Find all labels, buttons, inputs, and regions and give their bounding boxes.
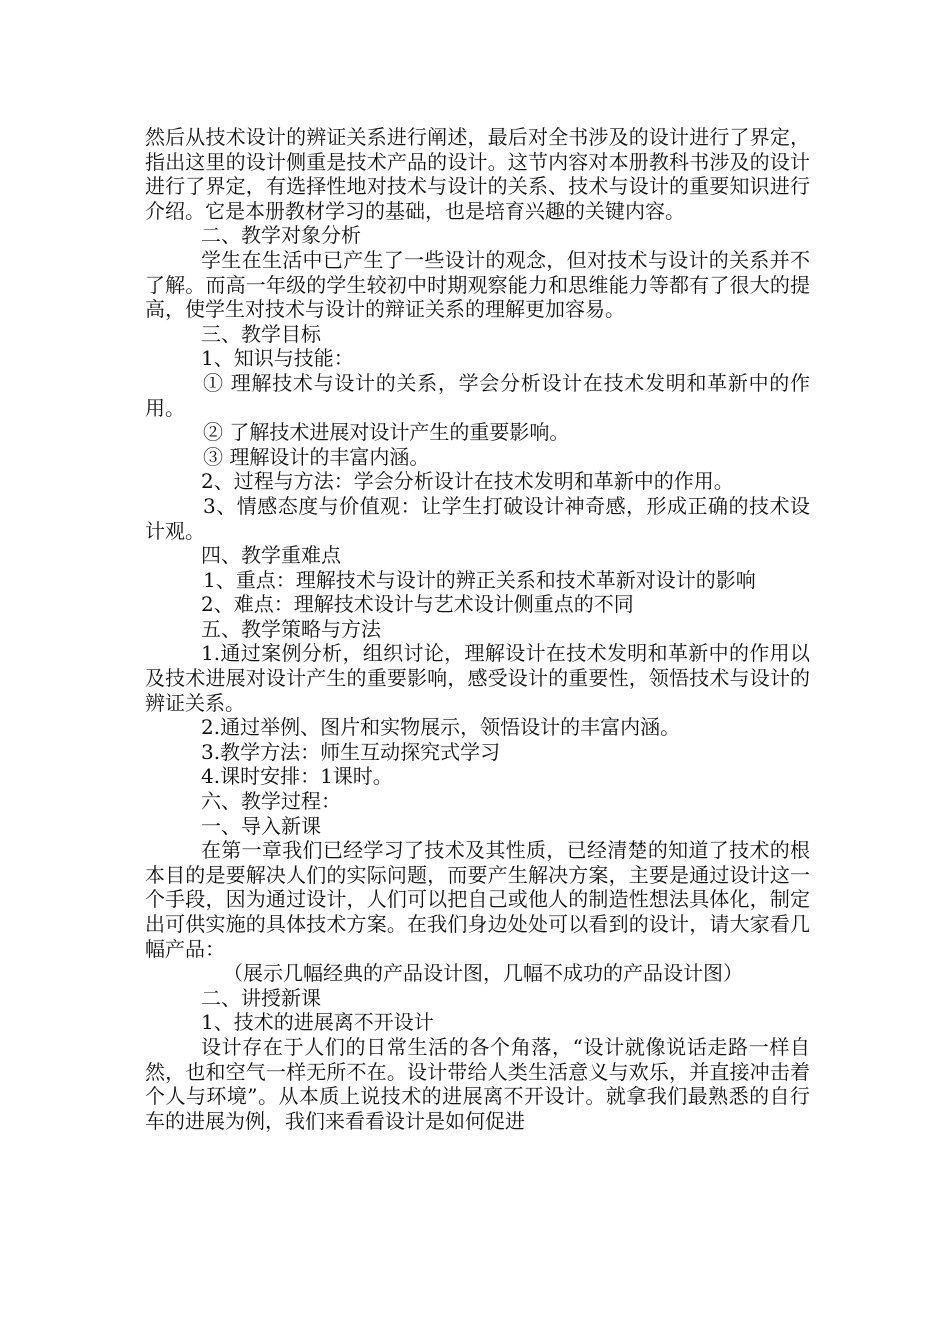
subheading-knowledge-skills: 1、知识与技能： (201, 346, 354, 371)
paragraph-introduction: 在第一章我们已经学习了技术及其性质，已经清楚的知道了技术的根本目的是要解决人们的实际问题，而要产生解决方案，主要是通过设计这一个手段，因为通过设计，人们可以把自己或他人的制造性想法具体化，制定出可供实施的具体技术方案。在我们身边处处可以看到的设计，请大家看几幅产品： (145, 838, 810, 961)
goal-item-1: ① 理解技术与设计的关系，学会分析设计在技术发明和革新中的作用。 (145, 370, 810, 420)
goal-item-3: ③ 理解设计的丰富内涵。 (203, 444, 430, 469)
strategy-item-1: 1.通过案例分析，组织讨论，理解设计在技术发明和革新中的作用以及技术进展对设计产生的重要影响，感受设计的重要性，领悟技术与设计的辨证关系。 (145, 641, 810, 715)
paragraph-show-designs: （展示几幅经典的产品设计图，几幅不成功的产品设计图） (223, 961, 743, 986)
heading-teaching-object-analysis: 二、教学对象分析 (201, 223, 361, 248)
paragraph-student-analysis: 学生在生活中已产生了一些设计的观念，但对技术与设计的关系并不了解。而高一年级的学生较初中时期观察能力和思维能力等都有了很大的提高，使学生对技术与设计的辩证关系的理解更加容易。 (145, 247, 810, 322)
strategy-item-4: 4.课时安排：1课时。 (201, 764, 393, 789)
heading-teaching-process: 六、教学过程： (201, 789, 341, 814)
subheading-tech-needs-design: 1、技术的进展离不开设计 (201, 1010, 434, 1035)
subheading-process-method: 2、过程与方法：学会分析设计在技术发明和革新中的作用。 (201, 469, 734, 494)
subheading-introduction: 一、导入新课 (201, 813, 321, 838)
paragraph-intro: 然后从技术设计的辨证关系进行阐述，最后对全书涉及的设计进行了界定，指出这里的设计侧重是技术产品的设计。这节内容对本册教科书涉及的设计进行了界定，有选择性地对技术与设计的关系、技术与设计的重要知识进行介绍。它是本册教材学习的基础，也是培育兴趣的关键内容。 (145, 125, 810, 223)
strategy-item-2: 2.通过举例、图片和实物展示，领悟设计的丰富内涵。 (201, 715, 681, 740)
subheading-emotion-values: 3、情感态度与价值观：让学生打破设计神奇感，形成正确的技术设计观。 (145, 493, 810, 543)
difficult-point: 2、难点：理解技术设计与艺术设计侧重点的不同 (201, 592, 634, 617)
document-page (145, 125, 810, 1133)
subheading-new-lesson: 二、讲授新课 (201, 985, 321, 1010)
paragraph-design-everywhere: 设计存在于人们的日常生活的各个角落，“设计就像说话走路一样自然，也和空气一样无所不在。设计带给人类生活意义与欢乐，并直接冲击着个人与环境”。从本质上说技术的进展离不开设计。就拿我们最熟悉的自行车的进展为例，我们来看看设计是如何促进 (145, 1034, 810, 1133)
goal-item-2: ② 了解技术进展对设计产生的重要影响。 (203, 420, 570, 445)
heading-strategy-method: 五、教学策略与方法 (201, 616, 381, 641)
heading-key-difficult-points: 四、教学重难点 (201, 543, 341, 568)
strategy-item-3: 3.教学方法：师生互动探究式学习 (201, 739, 501, 764)
heading-teaching-goals: 三、教学目标 (201, 321, 321, 346)
key-point: 1、重点：理解技术与设计的辨正关系和技术革新对设计的影响 (203, 567, 756, 592)
